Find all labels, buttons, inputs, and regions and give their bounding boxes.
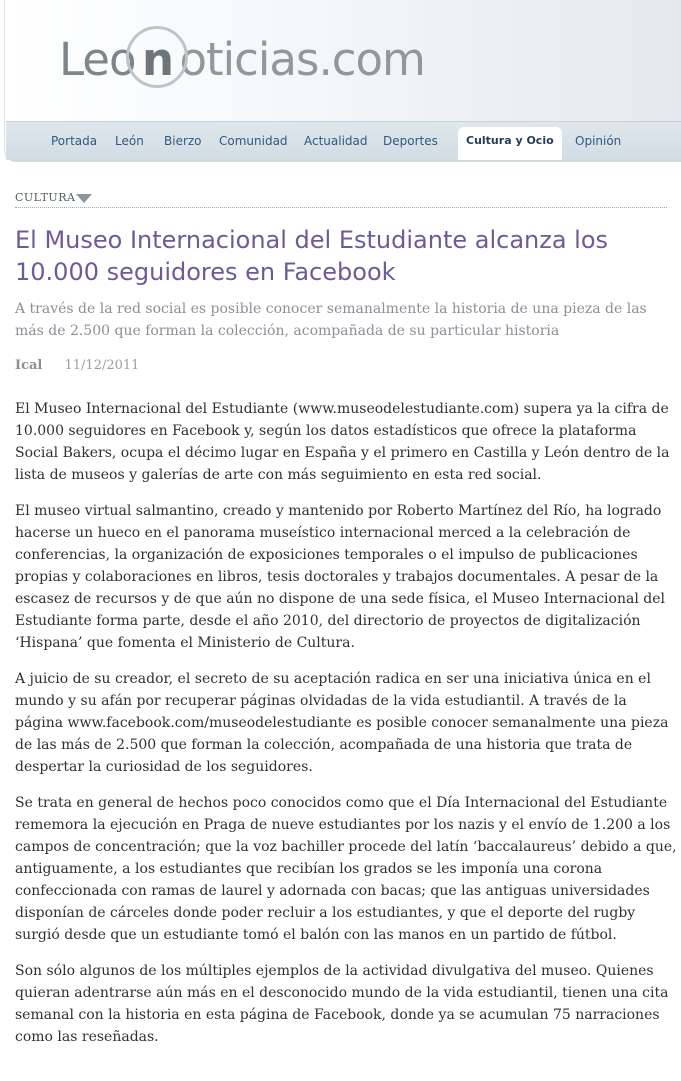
nav-item-opinion[interactable]: Opinión bbox=[575, 134, 622, 148]
article-body bbox=[15, 398, 677, 1062]
logo-text-noticias: oticias.com bbox=[179, 33, 425, 86]
logo-ring-icon bbox=[126, 26, 188, 88]
nav-item-portada[interactable]: Portada bbox=[51, 134, 98, 148]
nav-item-bierzo[interactable]: Bierzo bbox=[164, 134, 202, 148]
nav-item-actualidad[interactable]: Actualidad bbox=[304, 134, 368, 148]
nav-item-deportes[interactable]: Deportes bbox=[383, 134, 438, 148]
article-date: 11/12/2011 bbox=[64, 358, 140, 373]
section-label[interactable]: CULTURA bbox=[15, 191, 76, 204]
site-logo[interactable] bbox=[59, 32, 425, 88]
article-paragraph: El Museo Internacional del Estudiante (www.museodelestudiante.com) supera ya la cifra de 10.000 seguidores en Facebook y, según los datos estadísticos que ofrece la plataforma Social Bakers, ocupa el décimo lugar en España y el primero en Castilla y León dentro de la lista de museos y galerías de arte con más seguimiento en esta red social. bbox=[15, 401, 670, 483]
caret-down-icon[interactable] bbox=[76, 194, 92, 203]
logo-ring-letter bbox=[136, 32, 180, 88]
article-paragraph: A juicio de su creador, el secreto de su aceptación radica en ser una iniciativa única en el mundo y su afán por recuperar páginas olvidadas de la vida estudiantil. A través de la página www.facebook.com/museodelestudiante es posible conocer semanalmente una pieza de las más de 2.500 que forman la colección, acompañada de una historia que trata de despertar la curiosidad de los seguidores. bbox=[15, 671, 669, 775]
nav-item-leon[interactable]: León bbox=[115, 134, 144, 148]
article-subtitle: A través de la red social es posible conocer semanalmente la historia de una pieza de las más de 2.500 que forman la colección, acompañada de su particular historia bbox=[15, 301, 647, 339]
logo-letter-n: n bbox=[141, 33, 174, 86]
article-paragraph: El museo virtual salmantino, creado y mantenido por Roberto Martínez del Río, ha logrado hacerse un hueco en el panorama museístico internacional merced a la celebración de conferencias, la organización de exposiciones temporales o el impulso de publicaciones propias y colaboraciones en libros, tesis doctorales y trabajos documentales. A pesar de la escasez de recursos y de que aún no dispone de una sede física, el Museo Internacional del Estudiante forma parte, desde el año 2010, del directorio de proyectos de digitalización ‘Hispana’ que fomenta el Ministerio de Cultura. bbox=[15, 503, 665, 651]
logo-text-leo: Leo bbox=[59, 33, 136, 86]
article-byline bbox=[15, 358, 139, 373]
article-paragraph: Se trata en general de hechos poco conocidos como que el Día Internacional del Estudiante rememora la ejecución en Praga de nueve estudiantes por los nazis y el envío de 1.200 a los campos de concentración; que la voz bachiller procede del latín ‘baccalaureus’ debido a que, antiguamente, a los estudiantes que recibían los grados se les imponía una corona confeccionada con ramas de laurel y adornada con bacas; que las antiguas universidades disponían de cárceles donde poder recluir a los estudiantes, y que el deporte del rugby surgió desde que un estudiante tomó el balón con las manos en un partido de fútbol. bbox=[15, 795, 677, 943]
article-headline: El Museo Internacional del Estudiante alcanza los 10.000 seguidores en Facebook bbox=[15, 226, 609, 286]
section-label-bar bbox=[15, 191, 667, 208]
article-paragraph: Son sólo algunos de los múltiples ejemplos de la actividad divulgativa del museo. Quienes quieran adentrarse aún más en el desconocido mundo de la vida estudiantil, tienen una cita semanal con la historia en esta página de Facebook, donde ya se acumulan 75 narraciones como las reseñadas. bbox=[15, 963, 669, 1045]
nav-item-cultura-ocio[interactable]: Cultura y Ocio bbox=[458, 127, 562, 160]
main-nav bbox=[6, 121, 681, 160]
nav-item-comunidad[interactable]: Comunidad bbox=[219, 134, 288, 148]
article-source: Ical bbox=[15, 358, 43, 373]
